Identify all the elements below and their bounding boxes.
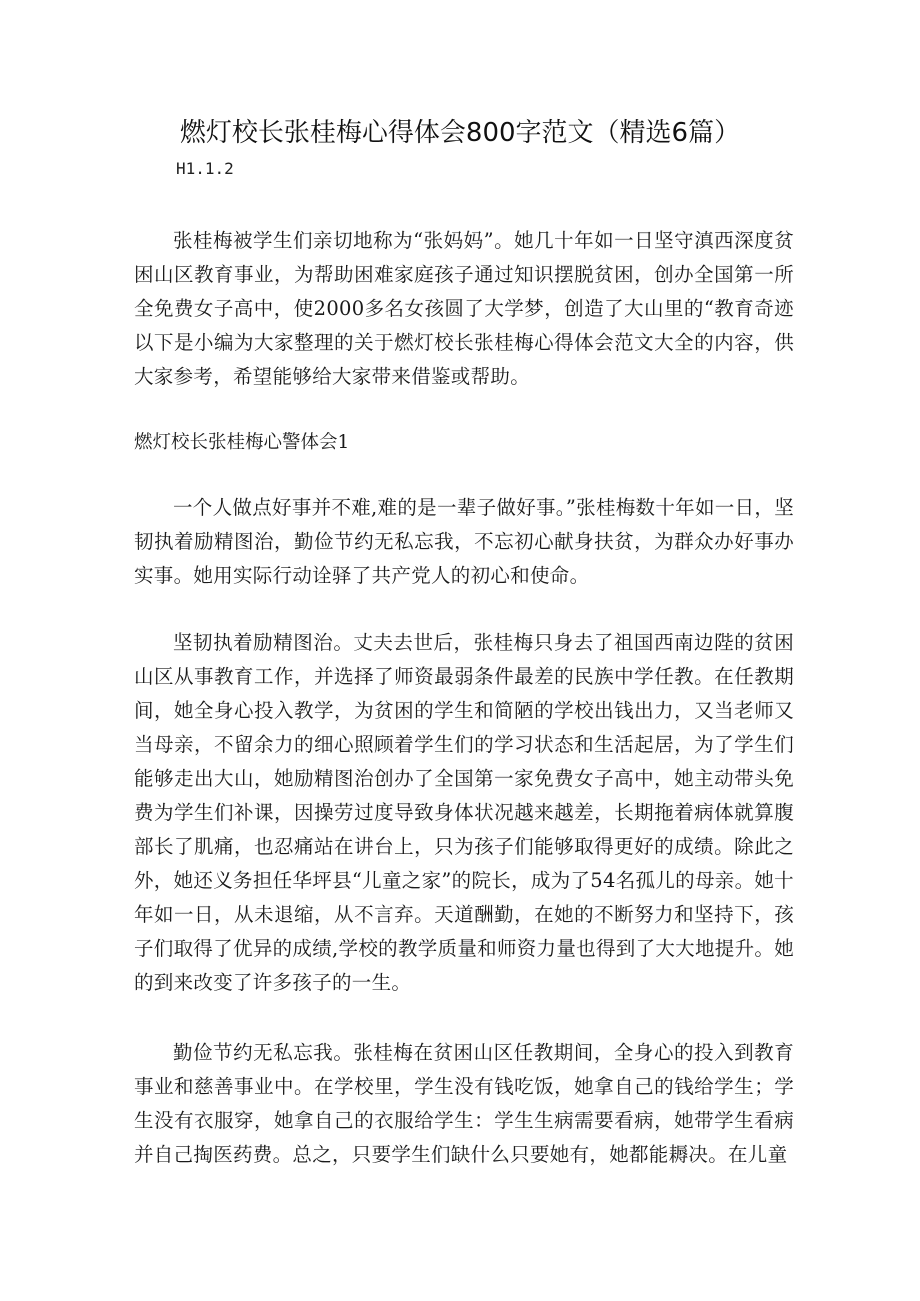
section-heading: 燃灯校长张桂梅心警体会1 [134, 432, 350, 453]
body-paragraph: 一个人做点好事并不难,难的是一辈子做好事。”张桂梅数十年如一日，坚韧执着励精图治，勤俭节约无私忘我，不忘初心献身扶贫，为群众办好事办实事。她用实际行动诠驿了共产党人的初心和使命。 [134, 496, 794, 587]
body-paragraph: 勤俭节约无私忘我。张桂梅在贫困山区任教期间，全身心的投入到教育事业和慈善事业中。在学校里，学生没有钱吃饭，她拿自己的钱给学生；学生没有衣服穿，她拿自己的衣服给学生：学生生病需要看病，她带学生看病并自己掏医药费。总之，只要学生们缺什么只要她有，她都能耨决。在儿童 [134, 1041, 794, 1166]
document-title: 燃灯校长张桂梅心得体会800字范文（精选6篇） [179, 118, 741, 148]
document-code: H1.1.2 [176, 159, 234, 178]
body-paragraph: 坚韧执着励精图治。丈夫去世后，张桂梅只身去了祖国西南边陛的贫困山区从事教育工作，并选择了师资最弱条件最差的民族中学任教。在任教期间，她全身心投入教学，为贫困的学生和简陋的学校出钱出力，又当老师又当母亲，不留余力的细心照顾着学生们的学习状态和生活起居，为了学生们能够走出大山，她励精图治创办了全国第一家免费女子高中，她主动带头免费为学生们补课，因操劳过度导致身体状况越来越差，长期拖着病体就算腹部长了肌痛，也忍痛站在讲台上，只为孩子们能够取得更好的成绩。除此之外，她还义务担任华坪县“儿童之家”的院长，成为了54名孤儿的母亲。她十年如一日，从未退缩，从不言弃。天道酬勤，在她的不断努力和坚持下，孩子们取得了优异的成绩,学校的教学质量和师资力量也得到了大大地提升。她的到来改变了许多孩子的一生。 [134, 631, 794, 994]
intro-paragraph: 张桂梅被学生们亲切地称为“张妈妈”。她几十年如一日坚守滇西深度贫困山区教育事业，为帮助困难家庭孩子通过知识摆脱贫困，创办全国第一所全免费女子高中，使2000多名女孩圆了大学梦，创造了大山里的“教育奇迹以下是小编为大家整理的关于燃灯校长张桂梅心得体会范文大全的内容，供大家参考，希望能够给大家带来借鉴或帮助。 [134, 229, 794, 388]
